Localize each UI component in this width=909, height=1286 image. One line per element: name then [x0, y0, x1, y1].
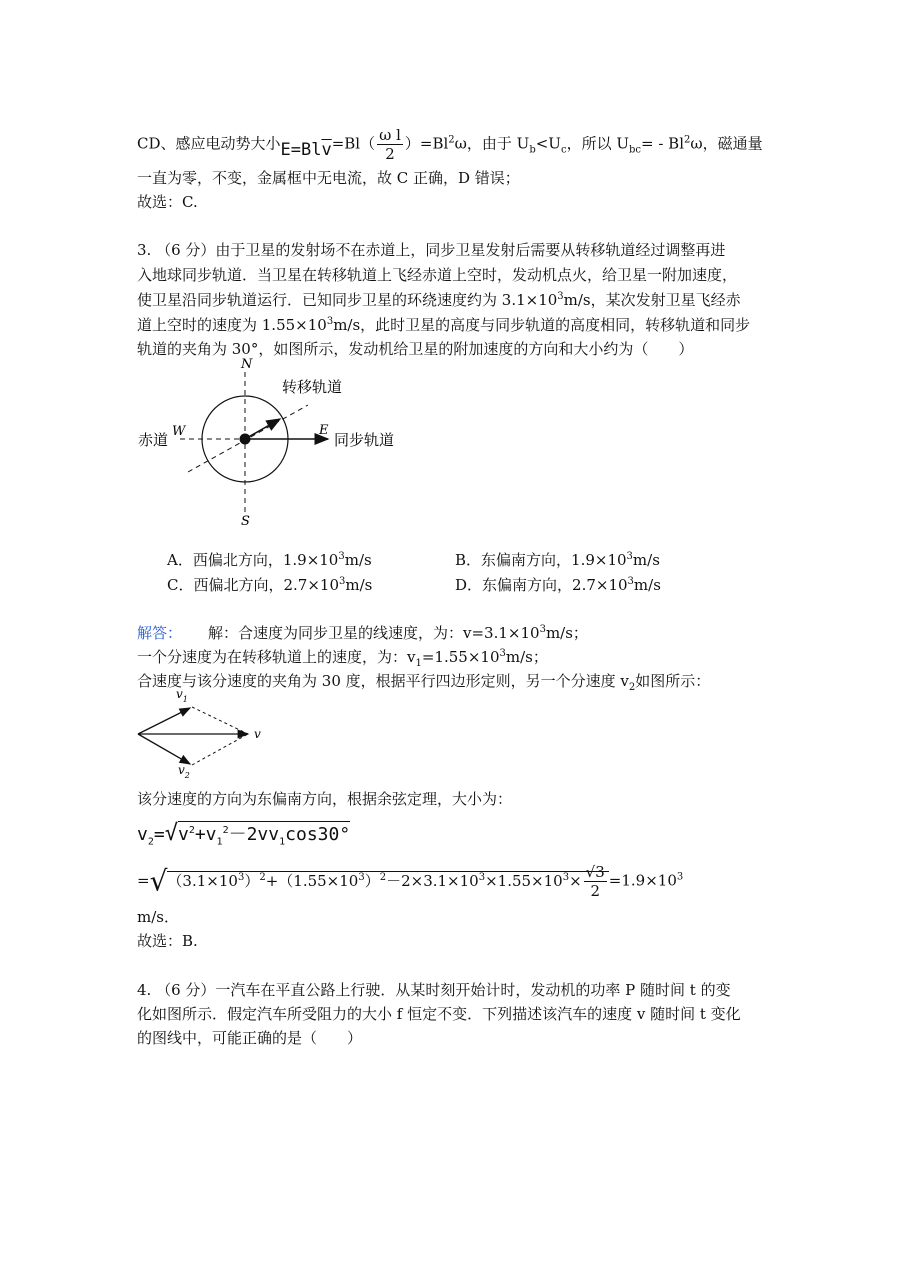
sup: 3 [358, 871, 365, 883]
frac-num: ω l [379, 126, 401, 144]
sub: 1 [415, 658, 422, 669]
q3-text-4 [137, 314, 750, 336]
q3-text-1: 3. （6 分）由于卫星的发射场不在赤道上，同步卫星发射后需要从转移轨道经过调整再进 [137, 241, 726, 259]
formula-part: =Bl（ [331, 134, 376, 153]
sqrt-body [167, 863, 608, 900]
solution-line-2 [137, 646, 548, 668]
sup: 3 [478, 871, 486, 883]
option-c [167, 574, 372, 596]
sup: 2 [684, 134, 691, 146]
sup: 2 [259, 871, 266, 883]
eq-part: v [137, 824, 148, 845]
eq-part: cos30° [285, 824, 351, 845]
sup: 3 [539, 624, 546, 635]
sup: 3 [338, 551, 345, 562]
formula-part: ω，由于 U [454, 134, 530, 153]
text: 如图所示： [635, 672, 711, 690]
sup: 3 [557, 291, 564, 302]
satellite-dot [240, 434, 251, 445]
q3-text-3 [137, 289, 741, 311]
sub: 1 [279, 836, 286, 848]
orbit-diagram [130, 350, 420, 535]
sup: 2 [448, 134, 455, 146]
q4-text-3: 的图线中，可能正确的是（ ） [137, 1029, 363, 1047]
text: m/s [632, 551, 660, 569]
transfer-velocity-arrow [245, 419, 280, 439]
sup: 3 [562, 871, 570, 883]
sup: 2 [222, 825, 229, 836]
sync-orbit-label: 同步轨道 [334, 431, 395, 449]
frac-den: 2 [590, 882, 600, 900]
sub: 2 [147, 836, 154, 848]
v2-text: v [178, 763, 185, 777]
text: B．东偏南方向，1.9×10 [455, 551, 627, 569]
eq-part: +（1.55×10 [265, 871, 359, 890]
eq-part: －2vv [228, 824, 280, 845]
sup: 3 [676, 871, 684, 883]
text: =1.55×10 [421, 648, 500, 666]
sup: 2 [188, 825, 195, 836]
omega-fraction [377, 126, 403, 163]
eq-result: =1.9×10 [608, 871, 677, 890]
v1-text: v [176, 688, 183, 701]
eq-part: ） [364, 871, 380, 890]
sup: 3 [499, 648, 506, 659]
eq-part: ×1.55×10 [485, 871, 563, 890]
text: m/s [344, 551, 372, 569]
equator-label: 赤道 [138, 431, 169, 449]
text: D．东偏南方向，2.7×10 [455, 576, 628, 594]
option-a [167, 549, 372, 571]
text: m/s，某次发射卫星飞经赤 [563, 291, 741, 309]
sub: c [560, 144, 567, 156]
text: 道上空时的速度为 1.55×10 [137, 316, 327, 334]
cosine-law-equation [137, 821, 350, 848]
eq-part: －2×3.1×10 [386, 871, 479, 890]
q3-choice: 故选：B. [137, 932, 198, 950]
q4-text-2: 化如图所示．假定汽车所受阻力的大小 f 恒定不变．下列描述该汽车的速度 v 随时间 t 变化 [137, 1005, 741, 1023]
solution-line-4: 该分速度的方向为东偏南方向，根据余弦定理，大小为： [137, 790, 513, 808]
transfer-orbit-label: 转移轨道 [282, 378, 343, 396]
vector-diagram [132, 688, 272, 780]
q2-line2: 一直为零，不变，金属框中无电流，故 C 正确，D 错误； [137, 169, 520, 187]
frac-den: 2 [385, 145, 395, 163]
v1-arrow [138, 708, 190, 734]
text: m/s，此时卫星的高度与同步轨道的高度相同，转移轨道和同步 [333, 316, 751, 334]
v2-sub: 2 [184, 771, 190, 780]
formula-part: = - Bl [641, 134, 684, 153]
formula-part: E=Bl [280, 139, 322, 160]
sup: 3 [626, 551, 633, 562]
v1-label [176, 688, 188, 704]
eq-part: （3.1×10 [167, 871, 238, 890]
q2-text: CD、感应电动势大小 [137, 134, 281, 153]
south-label: S [241, 514, 250, 529]
v2-label [178, 763, 190, 780]
sup: 3 [237, 871, 245, 883]
q4-text-1: 4. （6 分）一汽车在平直公路上行驶．从某时刻开始计时，发动机的功率 P 随时间 t 的变 [137, 981, 731, 999]
numeric-equation [137, 863, 683, 900]
solution-line-1 [137, 622, 588, 644]
sup: 3 [326, 316, 334, 327]
sub: b [529, 144, 536, 156]
q3-text-2: 入地球同步轨道．当卫星在转移轨道上飞经赤道上空时，发动机点火，给卫星一附加速度， [137, 266, 738, 284]
sqrt-body [177, 821, 351, 848]
text: m/s [345, 576, 373, 594]
equation-unit: m/s． [137, 908, 179, 926]
sqrt-sign: √ [149, 864, 168, 898]
formula-part: <U [535, 134, 561, 153]
west-label: W [172, 424, 186, 439]
sub: bc [628, 144, 641, 156]
formula-part: ）=Bl [404, 134, 449, 153]
text: 使卫星沿同步轨道运行．已知同步卫星的环绕速度约为 3.1×10 [137, 291, 558, 309]
formula-part: ，所以 U [566, 134, 629, 153]
east-label: E [319, 423, 329, 438]
v2-arrow [138, 734, 190, 764]
q3-text-5: 轨道的夹角为 30°，如图所示，发动机给卫星的附加速度的方向和大小约为（ ） [137, 340, 694, 358]
north-label: N [241, 357, 253, 372]
q2-formula-line [137, 126, 763, 163]
answer-label: 解答： [137, 624, 183, 642]
text: C．西偏北方向，2.7×10 [167, 576, 339, 594]
eq-part: +v [194, 824, 217, 845]
text: m/s [633, 576, 661, 594]
sub: 1 [216, 836, 223, 848]
dashed-edge [192, 734, 248, 765]
sqrt3-fraction [584, 863, 607, 900]
sup: 2 [379, 871, 387, 883]
text: m/s； [505, 648, 548, 666]
q2-choice: 故选：C. [137, 193, 198, 211]
option-d [455, 574, 661, 596]
v1-sub: 1 [182, 695, 188, 704]
sup: 3 [339, 576, 346, 587]
option-b [455, 549, 660, 571]
text: A．西偏北方向，1.9×10 [167, 551, 339, 569]
eq-part: ） [244, 871, 260, 890]
v-label: v [254, 727, 261, 741]
eq-part: = [137, 871, 150, 890]
text: 解：合速度为同步卫星的线速度，为：v=3.1×10 [208, 624, 540, 642]
text: 一个分速度为在转移轨道上的速度，为：v [137, 648, 416, 666]
eq-part: v [177, 824, 189, 845]
frac-num: √3 [585, 863, 605, 881]
sqrt-sign: √ [164, 821, 178, 846]
formula-vbar: $\overline{v}$ [321, 139, 332, 160]
text: 合速度与该分速度的夹角为 30 度，根据平行四边形定则，另一个分速度 v [137, 672, 629, 690]
eq-part: = [153, 824, 165, 845]
eq-part: × [569, 871, 582, 890]
sub: 2 [628, 682, 636, 693]
formula-e [281, 140, 332, 160]
sup: 3 [627, 576, 634, 587]
text: m/s； [545, 624, 588, 642]
formula-part: ω，磁通量 [690, 134, 763, 153]
dashed-edge [192, 707, 248, 734]
